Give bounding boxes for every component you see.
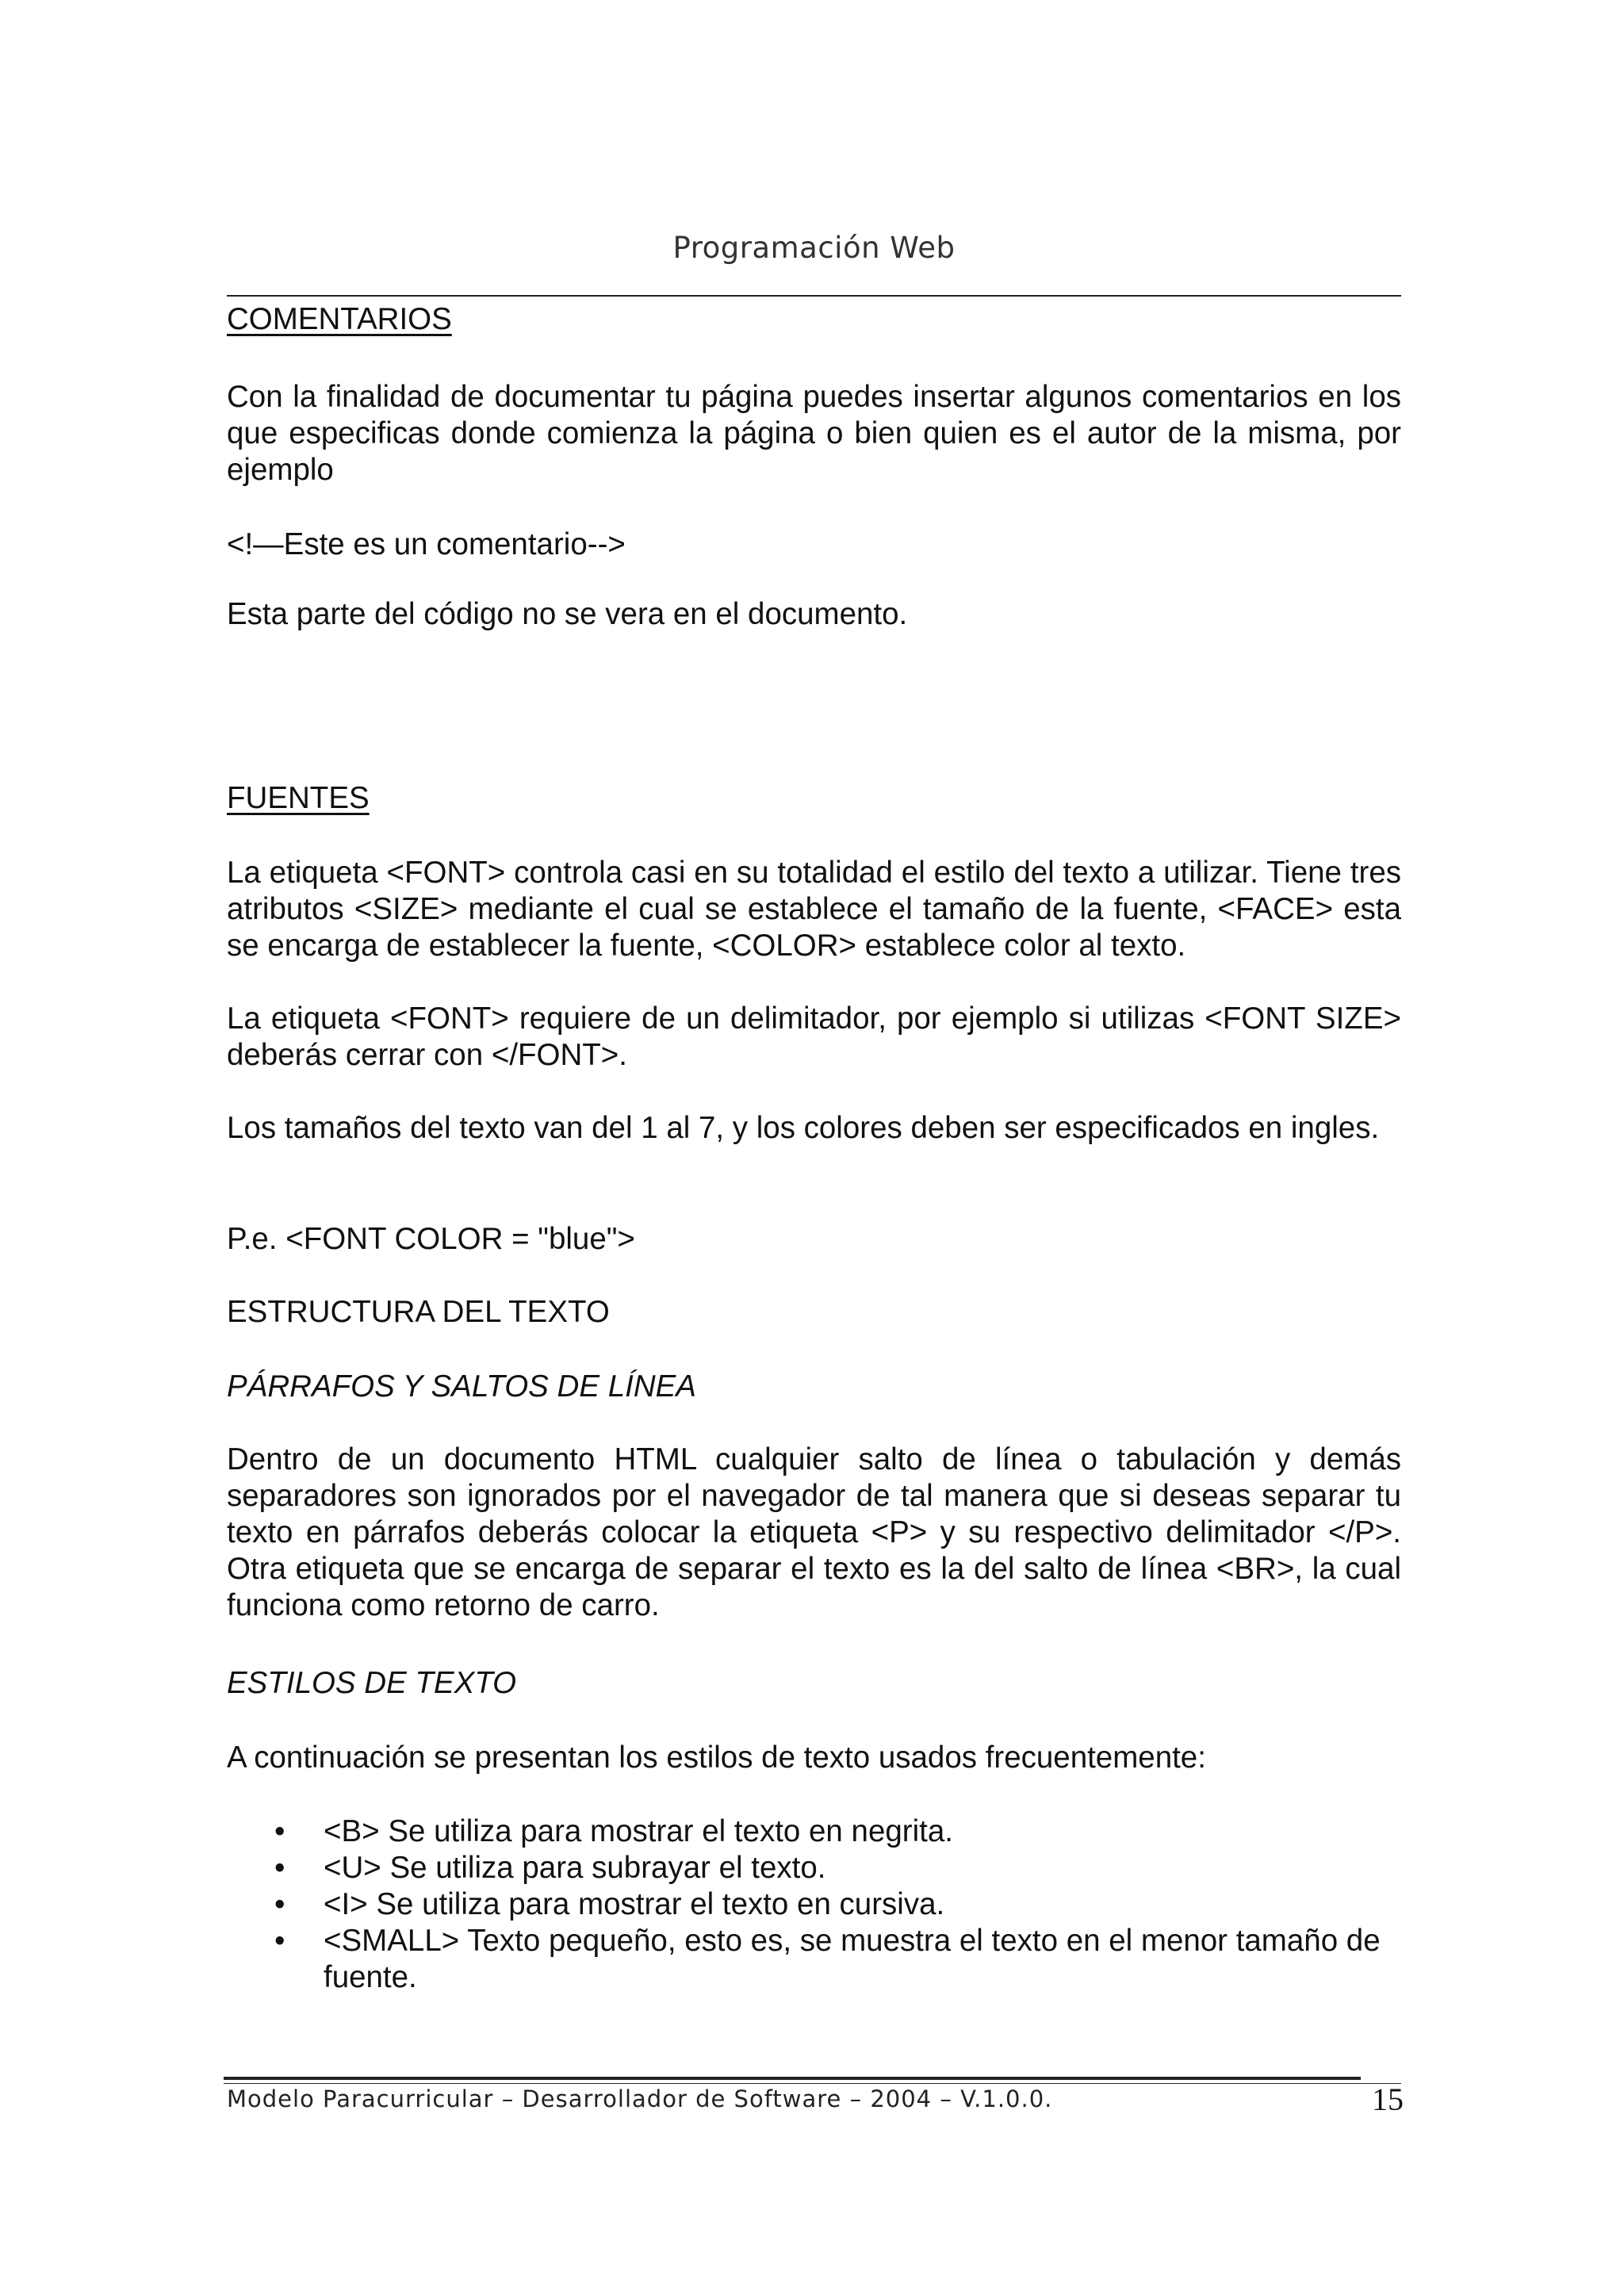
bullet-icon: • <box>274 1851 285 1885</box>
list-item-text: <B> Se utiliza para mostrar el texto en negrita. <box>324 1814 953 1848</box>
list-item-text: <I> Se utiliza para mostrar el texto en cursiva. <box>324 1887 945 1921</box>
list-item-text: <U> Se utiliza para subrayar el texto. <box>324 1851 826 1885</box>
list-item <box>227 1886 1401 1923</box>
header-rule <box>227 295 1401 297</box>
footer-text: Modelo Paracurricular – Desarrollador de Software – 2004 – V.1.0.0. <box>227 2085 1053 2112</box>
section-heading-comentarios: COMENTARIOS <box>227 302 452 336</box>
fuentes-paragraph-1: La etiqueta <FONT> controla casi en su totalidad el estilo del texto a utilizar. Tiene tres atributos <SIZE> mediante el cual se establece el tamaño de la fuente, <FACE> esta se encarga de establecer la fuente, <COLOR> establece color al texto. <box>227 856 1401 963</box>
page-number: 15 <box>1372 2081 1404 2117</box>
footer-rule-thin <box>224 2083 1401 2084</box>
running-header: Programación Web <box>672 231 956 265</box>
fuentes-example: P.e. <FONT COLOR = "blue"> <box>227 1222 635 1256</box>
comentarios-paragraph: Con la finalidad de documentar tu página puedes insertar algunos comentarios en los que especificas donde comienza la página o bien quien es el autor de la misma, por ejemplo <box>227 380 1401 487</box>
list-item <box>227 1923 1401 1996</box>
comentarios-example: <!—Este es un comentario--> <box>227 527 626 561</box>
fuentes-paragraph-2: La etiqueta <FONT> requiere de un delimitador, por ejemplo si utilizas <FONT SIZE> deberás cerrar con </FONT>. <box>227 1001 1401 1072</box>
section-heading-fuentes: FUENTES <box>227 781 370 815</box>
fuentes-paragraph-3: Los tamaños del texto van del 1 al 7, y los colores deben ser especificados en ingles. <box>227 1111 1380 1145</box>
footer-rule-thick <box>224 2077 1361 2080</box>
comentarios-note: Esta parte del código no se vera en el documento. <box>227 597 908 631</box>
list-item <box>227 1813 1401 1850</box>
section-heading-estructura: ESTRUCTURA DEL TEXTO <box>227 1295 610 1329</box>
bullet-icon: • <box>274 1924 285 1958</box>
bullet-icon: • <box>274 1814 285 1848</box>
estructura-paragraph: Dentro de un documento HTML cualquier salto de línea o tabulación y demás separadores son ignorados por el navegador de tal manera que si deseas separar tu texto en párrafos deberás colocar la etiqueta <P> y su respectivo delimitador </P>. Otra etiqueta que se encarga de separar el texto es la del salto de línea <BR>, la cual funciona como retorno de carro. <box>227 1442 1401 1622</box>
estilos-intro: A continuación se presentan los estilos de texto usados frecuentemente: <box>227 1741 1206 1775</box>
bullet-icon: • <box>274 1887 285 1921</box>
subheading-parrafos: PÁRRAFOS Y SALTOS DE LÍNEA <box>227 1369 696 1404</box>
subheading-estilos: ESTILOS DE TEXTO <box>227 1666 517 1700</box>
list-item <box>227 1850 1401 1886</box>
styles-list <box>227 1813 1401 1996</box>
list-item-text: <SMALL> Texto pequeño, esto es, se muestra el texto en el menor tamaño de fuente. <box>324 1924 1381 1994</box>
